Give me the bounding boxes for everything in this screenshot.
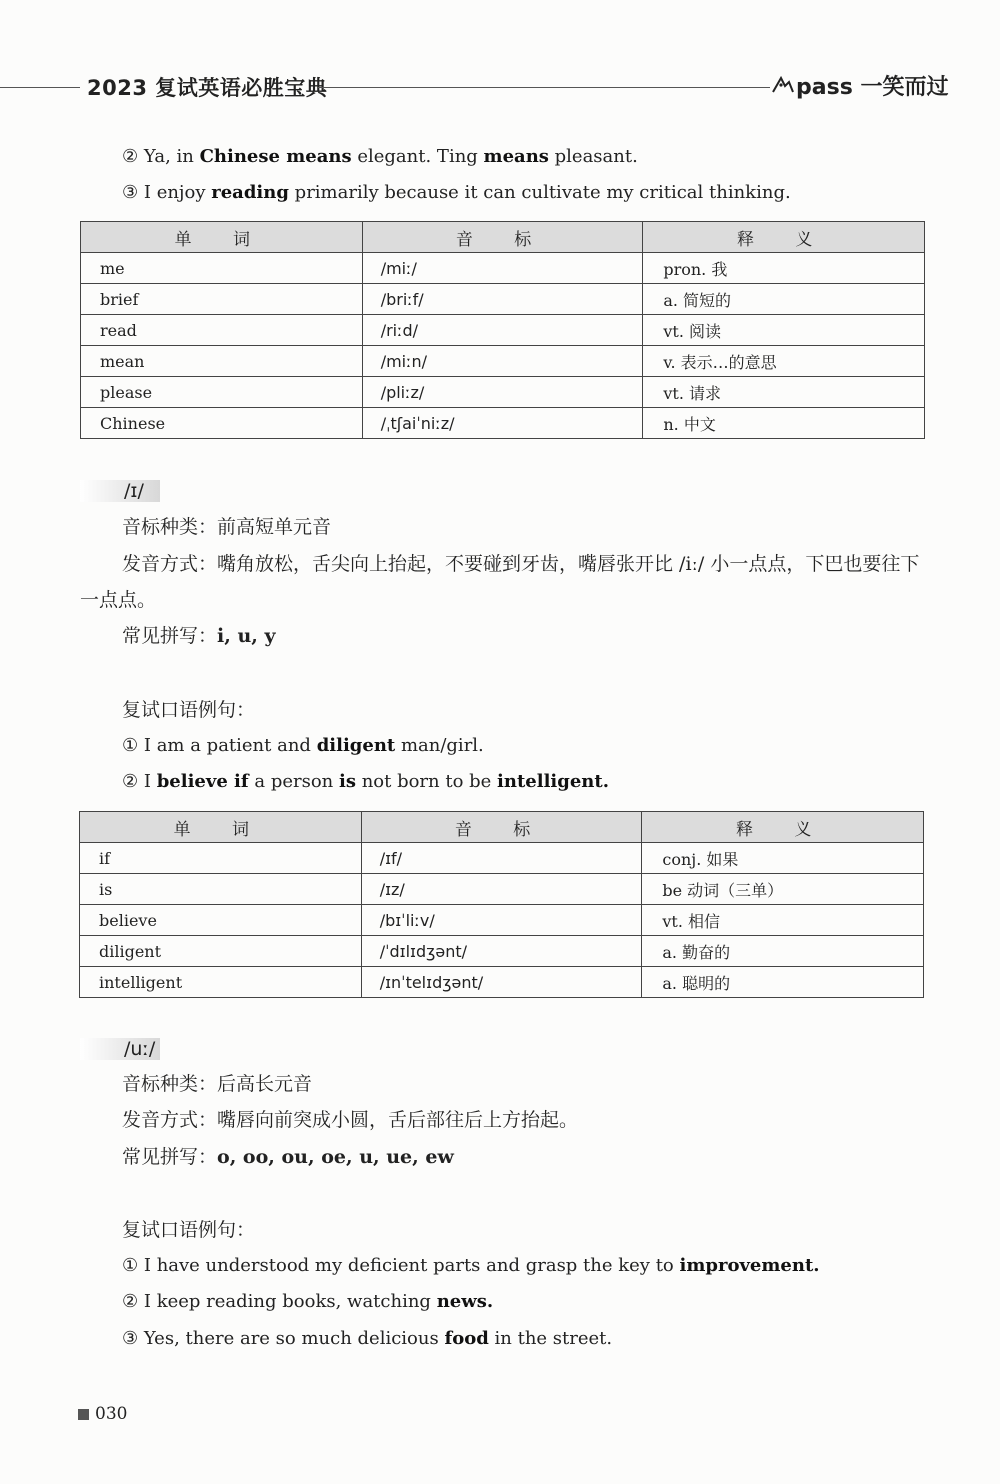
table-row [80,967,924,998]
definition-cell: a. 聪明的 [642,967,924,998]
table-row [81,408,925,439]
word-cell: please [81,377,363,408]
brand-text: pass 一笑而过 [796,75,949,100]
examples-label: 复试口语例句： [122,1219,256,1241]
header-rule-left [0,87,80,88]
word-cell: me [81,253,363,284]
definition-cell: conj. 如果 [642,843,924,874]
word-cell: intelligent [80,967,362,998]
phoneme-symbol: /ɪ/ [124,480,144,502]
word-cell: mean [81,346,363,377]
table-row [80,874,924,905]
examples-label: 复试口语例句： [122,699,256,721]
ipa-cell: /pliːz/ [362,377,643,408]
word-cell: brief [81,284,363,315]
table-row [81,346,925,377]
definition-cell: vt. 阅读 [643,315,925,346]
example-sentence-1: ① I have understood my deficient parts and grasp the key to improvement. [122,1255,820,1276]
ipa-cell: /miːn/ [362,346,643,377]
word-cell: diligent [80,936,362,967]
header-ipa: 音 标 [362,222,643,253]
definition-cell: a. 简短的 [643,284,925,315]
header-rule-middle [318,87,770,88]
phoneme-heading-u [80,1038,160,1060]
ipa-cell: /bɪˈliːv/ [361,905,642,936]
ipa-cell: /miː/ [362,253,643,284]
phoneme-type: 音标种类：后高长元音 [122,1073,313,1095]
table-row [81,284,925,315]
example-sentence-2: ② Ya, in Chinese means elegant. Ting means pleasant. [122,146,638,167]
vocabulary-table-2 [79,811,924,998]
pronunciation-method: 发音方式：嘴角放松，舌尖向上抬起，不要碰到牙齿，嘴唇张开比 /iː/ 小一点点，下巴也要往下一点点。 [80,553,920,611]
ipa-cell: /ɪf/ [361,843,642,874]
header-word: 单 词 [80,812,362,843]
header-definition: 释 义 [643,222,925,253]
ipa-cell: /riːd/ [362,315,643,346]
spelling-label: 常见拼写： [122,625,218,647]
spelling-letters: i, u, y [217,625,276,647]
header-definition: 释 义 [642,812,924,843]
definition-cell: vt. 相信 [642,905,924,936]
logo-icon [772,76,794,99]
example-sentence-2: ② I keep reading books, watching news. [122,1291,494,1312]
table-row [80,843,924,874]
word-cell: read [81,315,363,346]
definition-cell: v. 表示…的意思 [643,346,925,377]
example-sentence-2: ② I believe if a person is not born to be intelligent. [122,771,609,792]
book-title: 2023 复试英语必胜宝典 [87,76,328,100]
table-row [81,377,925,408]
ipa-cell: /ɪnˈtelɪdʒənt/ [361,967,642,998]
table-row [80,936,924,967]
page-marker-square [78,1409,89,1420]
page-number-text: 030 [95,1404,128,1424]
phoneme-heading-i [80,480,160,502]
pronunciation-method: 发音方式：嘴唇向前突成小圆，舌后部往后上方抬起。 [122,1109,579,1131]
common-spelling [122,624,276,648]
common-spelling [122,1145,454,1169]
word-cell: Chinese [81,408,363,439]
table-row [81,253,925,284]
definition-cell: be 动词（三单） [642,874,924,905]
spelling-letters: o, oo, ou, oe, u, ue, ew [217,1146,454,1168]
word-cell: is [80,874,362,905]
header-ipa: 音 标 [361,812,642,843]
example-sentence-1: ① I am a patient and diligent man/girl. [122,735,484,756]
ipa-cell: /ɪz/ [361,874,642,905]
vocabulary-table-1 [80,221,925,439]
word-cell: believe [80,905,362,936]
word-cell: if [80,843,362,874]
ipa-cell: /briːf/ [362,284,643,315]
table-header-row [81,222,925,253]
definition-cell: vt. 请求 [643,377,925,408]
table-header-row [80,812,924,843]
definition-cell: pron. 我 [643,253,925,284]
spelling-label: 常见拼写： [122,1146,218,1168]
table-row [80,905,924,936]
example-sentence-3: ③ I enjoy reading primarily because it can cultivate my critical thinking. [122,182,791,203]
header-word: 单 词 [81,222,363,253]
ipa-cell: /ˈdɪlɪdʒənt/ [361,936,642,967]
phoneme-type: 音标种类：前高短单元音 [122,516,332,538]
definition-cell: a. 勤奋的 [642,936,924,967]
example-sentence-3: ③ Yes, there are so much delicious food in the street. [122,1328,613,1349]
ipa-cell: /ˌtʃaiˈniːz/ [362,408,643,439]
page-number [78,1404,127,1424]
brand-mark [772,70,948,101]
page-header [0,68,1000,104]
table-row [81,315,925,346]
phoneme-symbol: /uː/ [124,1038,156,1060]
definition-cell: n. 中文 [643,408,925,439]
